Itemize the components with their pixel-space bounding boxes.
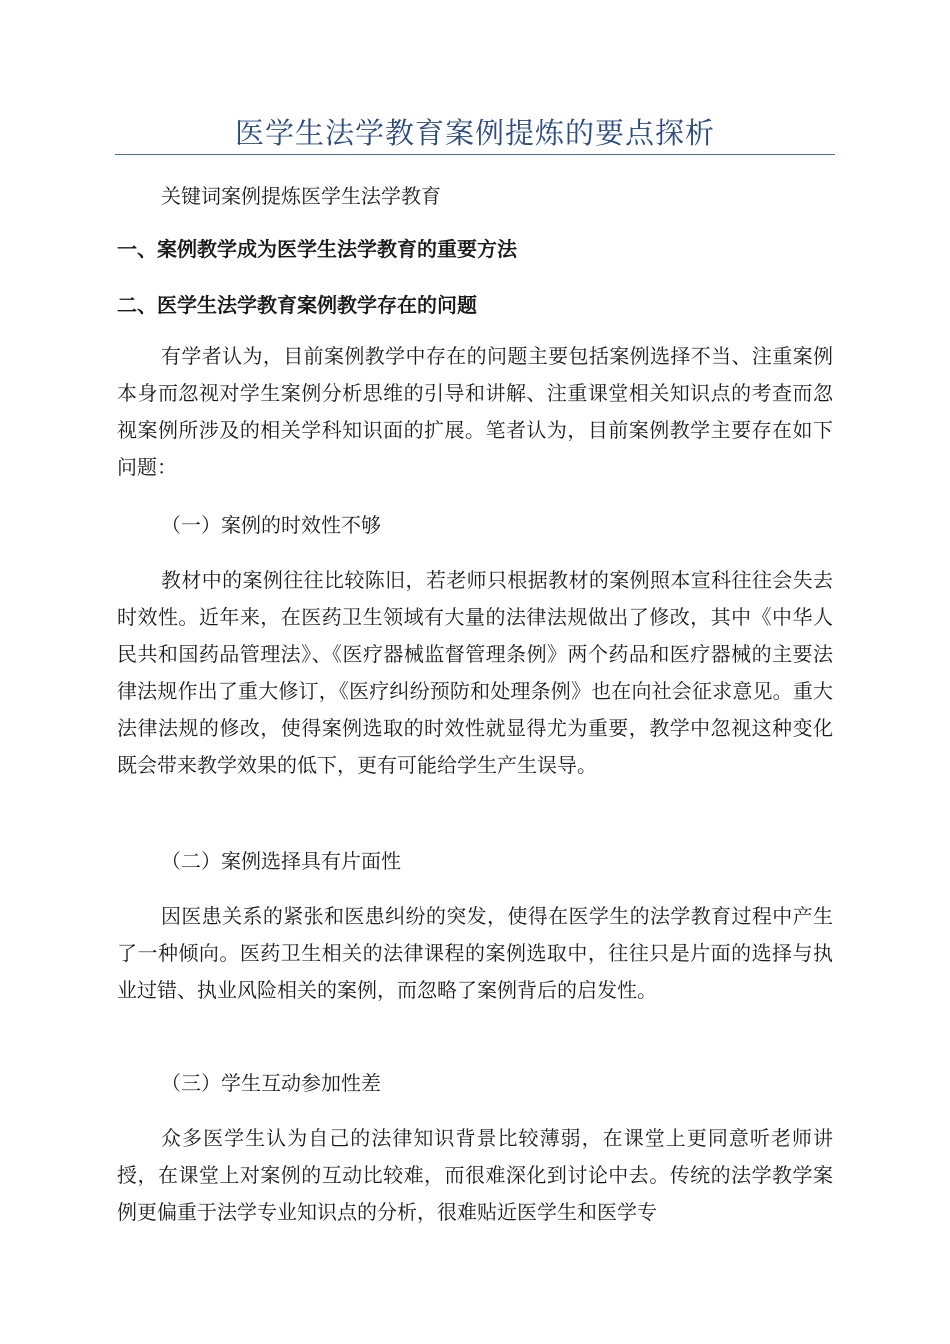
title-underline	[115, 154, 835, 155]
document-title: 医学生法学教育案例提炼的要点探析	[234, 116, 715, 150]
subsection-heading-3: （三）学生互动参加性差	[161, 1071, 381, 1095]
keywords-line: 关键词案例提炼医学生法学教育	[161, 184, 441, 208]
subsection-body-1: 教材中的案例往往比较陈旧，若老师只根据教材的案例照本宣科往往会失去时效性。近年来，在医药卫生领域有大量的法律法规做出了修改，其中《中华人民共和国药品管理法》、《医疗器械监督管理条例》两个药品和医疗器械的主要法律法规作出了重大修订，《医疗纠纷预防和处理条例》也在向社会征求意见。重大法律法规的修改，使得案例选取的时效性就显得尤为重要，教学中忽视这种变化既会带来教学效果的低下，更有可能给学生产生误导。	[117, 568, 833, 777]
subsection-body-2: 因医患关系的紧张和医患纠纷的突发，使得在医学生的法学教育过程中产生了一种倾向。医药卫生相关的法律课程的案例选取中，往往只是片面的选择与执业过错、执业风险相关的案例，而忽略了案例背后的启发性。	[117, 904, 833, 1002]
subsection-heading-1: （一）案例的时效性不够	[161, 513, 381, 537]
subsection-heading-2: （二）案例选择具有片面性	[161, 849, 401, 873]
intro-paragraph: 有学者认为，目前案例教学中存在的问题主要包括案例选择不当、注重案例本身而忽视对学生案例分析思维的引导和讲解、注重课堂相关知识点的考查而忽视案例所涉及的相关学科知识面的扩展。笔者认为，目前案例教学主要存在如下问题：	[117, 344, 833, 479]
section-heading-1: 一、案例教学成为医学生法学教育的重要方法	[117, 237, 517, 261]
section-heading-2: 二、医学生法学教育案例教学存在的问题	[117, 293, 477, 317]
subsection-body-3: 众多医学生认为自己的法律知识背景比较薄弱，在课堂上更同意听老师讲授，在课堂上对案例的互动比较难，而很难深化到讨论中去。传统的法学教学案例更偏重于法学专业知识点的分析，很难贴近医学生和医学专	[117, 1126, 833, 1224]
